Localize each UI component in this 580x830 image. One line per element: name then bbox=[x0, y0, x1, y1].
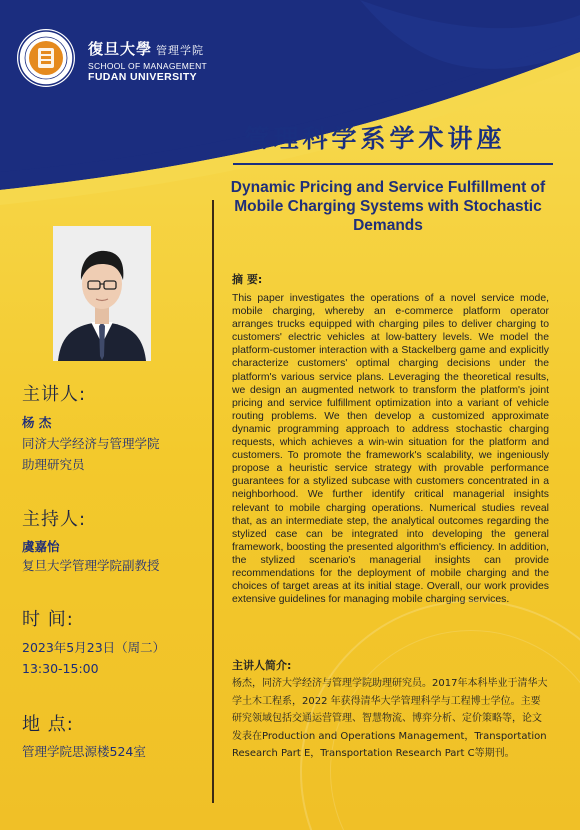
speaker-affiliation: 同济大学经济与管理学院 bbox=[22, 436, 160, 451]
talk-title: Dynamic Pricing and Service Fulfillment of Mobile Charging Systems with Stochastic Demands bbox=[230, 179, 546, 234]
school-name-en: SCHOOL OF MANAGEMENT bbox=[88, 61, 208, 71]
bio-heading: 主讲人简介: bbox=[232, 659, 292, 672]
time-heading: 时 间: bbox=[22, 609, 74, 630]
column-divider bbox=[212, 200, 214, 803]
school-name-cn: 復旦大學 bbox=[88, 40, 153, 58]
bio-text: 杨杰，同济大学经济与管理学院助理研究员。2017年本科毕业于清华大学土木工程系，2022 年获得清华大学管理科学与工程博士学位。主要研究领域包括交通运营管理、智慧物流、博弈分析、定价策略等，论文发表在Production and Operations Management，Transportation Research Part E，Transportation Research Part C等期刊。 bbox=[232, 678, 548, 759]
host-affiliation: 复旦大学管理学院副教授 bbox=[22, 558, 160, 573]
event-time: 13:30-15:00 bbox=[22, 661, 99, 676]
fudan-logo bbox=[16, 28, 76, 88]
host-heading: 主持人: bbox=[22, 509, 87, 530]
abstract-heading: 摘 要: bbox=[232, 273, 263, 286]
university-name-en: FUDAN UNIVERSITY bbox=[88, 71, 198, 83]
host-name: 虞嘉怡 bbox=[22, 539, 60, 554]
series-title: 管理科学系学术讲座 bbox=[244, 124, 506, 153]
school-name-cn-sub: 管理学院 bbox=[156, 44, 205, 57]
speaker-heading: 主讲人: bbox=[22, 384, 87, 405]
event-place: 管理学院思源楼524室 bbox=[22, 744, 146, 759]
speaker-title: 助理研究员 bbox=[22, 457, 85, 472]
place-heading: 地 点: bbox=[22, 714, 74, 735]
title-underline bbox=[233, 163, 553, 165]
school-name bbox=[88, 38, 207, 83]
speaker-photo bbox=[53, 226, 151, 361]
speaker-name: 杨 杰 bbox=[22, 415, 52, 430]
abstract-text: This paper investigates the operations of a novel service mode, mobile charging, whereby an e-commerce platform operator arranges trucks equipped with charging piles to deliver charging to customers' electric vehicles at low-battery levels. We model the platform-customer interaction with a Stackelberg game and explicitly characterize customers' optimal charging decisions under the platform's various service plans. Leveraging the theoretical results, we design an augmented network to transform the platform's joint pricing and service fulfillment optimization into a variant of vehicle routing problems. We then develop a customized approximate dynamic programming approach to address stochastic charging requests, which achieves a win-win situation for the platform and customers. To promote the framework's scalability, we ingeniously propose a heuristic service strategy with provable performance guarantees for a stylized subcase with customers concentrated in a neighborhood. We further identify critical managerial insights relevant to mobile charging operations. Numerical studies reveal that, as an intermediate step, the analytical outcomes regarding the stylized case can be integrated into developing the general framework, boosting the presented algorithm's efficiency. In addition, the stylized scenario's managerial insights can provide recommendations for the deployment of mobile charging and the choices of target areas at its initial stage. Overall, our work provides extensive guidelines for managing mobile charging services. bbox=[232, 293, 549, 606]
event-date: 2023年5月23日（周二） bbox=[22, 640, 166, 655]
